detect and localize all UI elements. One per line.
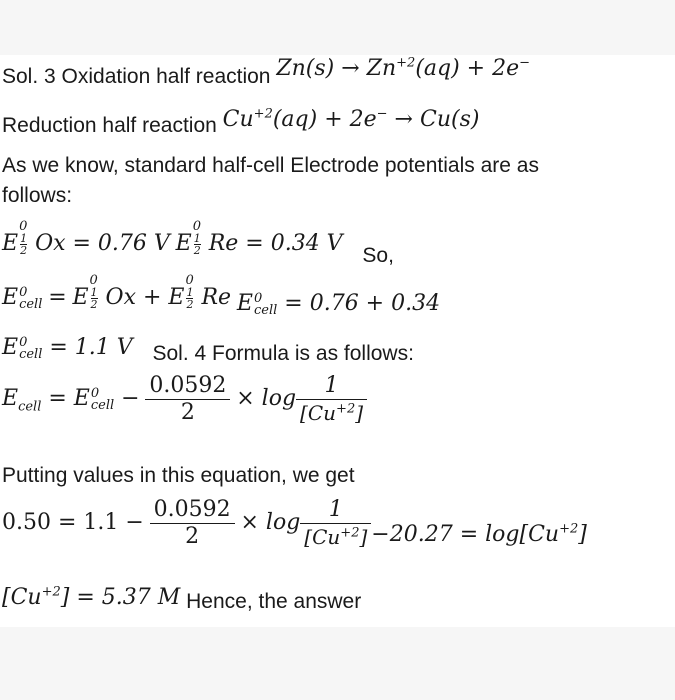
ecell-result-line: [2, 335, 414, 365]
log-fraction: $\frac{1}{[Cu^{+2}]}$: [296, 373, 367, 426]
ecell-lhs: $E_{cell} = E$ 0 cell −: [2, 386, 140, 415]
know-text-line2: follows:: [2, 184, 73, 207]
e-ox-expression: E 0 1 2 Ox = 0.76 V: [2, 219, 170, 257]
oxidation-line: [2, 55, 531, 90]
oxidation-equation: $Zn(s) \to Zn^{+2}(aq) + 2e^-$: [276, 55, 531, 81]
times-log: × log: [236, 386, 297, 412]
so-text: So,: [362, 244, 394, 267]
nernst-formula-line: [2, 373, 367, 426]
concentration-result: $[Cu^{+2}] = 5.37$ M: [2, 584, 181, 610]
e-re-expression: E 0 1 2 Re = 0.34 V: [175, 219, 343, 257]
putting-values-text: Putting values in this equation, we get: [2, 464, 355, 487]
sol3-label: Sol. 3 Oxidation half reaction: [2, 65, 271, 88]
log-concentration-equation: $-20.27 = \log[Cu^{+2}]$: [371, 521, 587, 548]
solution-sheet: [0, 55, 675, 627]
substituted-coefficient: $\frac{0.0592}{2}$: [150, 497, 235, 550]
ecell-formula-line: E 0 cell = E 0 1 2 Ox + E 0 1 2 Re E 0 cell = 0.76 + 0.34: [2, 273, 441, 318]
ecell-sum-expression: E 0 1 2 Ox + E 0 1 2 Re: [72, 273, 232, 311]
substituted-log-fraction: $\frac{1}{[Cu^{+2}]}$: [300, 497, 371, 550]
coefficient-fraction: $\frac{0.0592}{2}$: [145, 373, 230, 426]
reduction-label: Reduction half reaction: [2, 114, 217, 137]
standard-potentials-line: [2, 219, 394, 267]
reduction-equation: $Cu^{+2}(aq) + 2e^- \to Cu(s)$: [222, 106, 480, 132]
substituted-lhs: 0.50 = 1.1 −: [2, 510, 144, 536]
hence-text: Hence, the answer: [186, 590, 362, 613]
sol4-label: Sol. 4 Formula is as follows:: [152, 342, 414, 365]
substituted-equation-line: 0.50 = 1.1 − $\frac{0.0592}{2}$ × log $\frac{1}{[Cu^{+2}]}$ $-20.27 = \log[Cu^{+2}]$: [2, 497, 587, 549]
reduction-line: [2, 106, 480, 139]
know-text-line1: As we know, standard half-cell Electrode potentials are as: [2, 154, 539, 177]
ecell-values-expression: E 0 cell = 0.76 + 0.34: [236, 291, 441, 318]
ecell-result: E 0 cell = 1.1 V: [2, 335, 133, 362]
ecell-symbol: E 0 cell: [2, 285, 43, 312]
final-answer-line: [2, 585, 361, 611]
